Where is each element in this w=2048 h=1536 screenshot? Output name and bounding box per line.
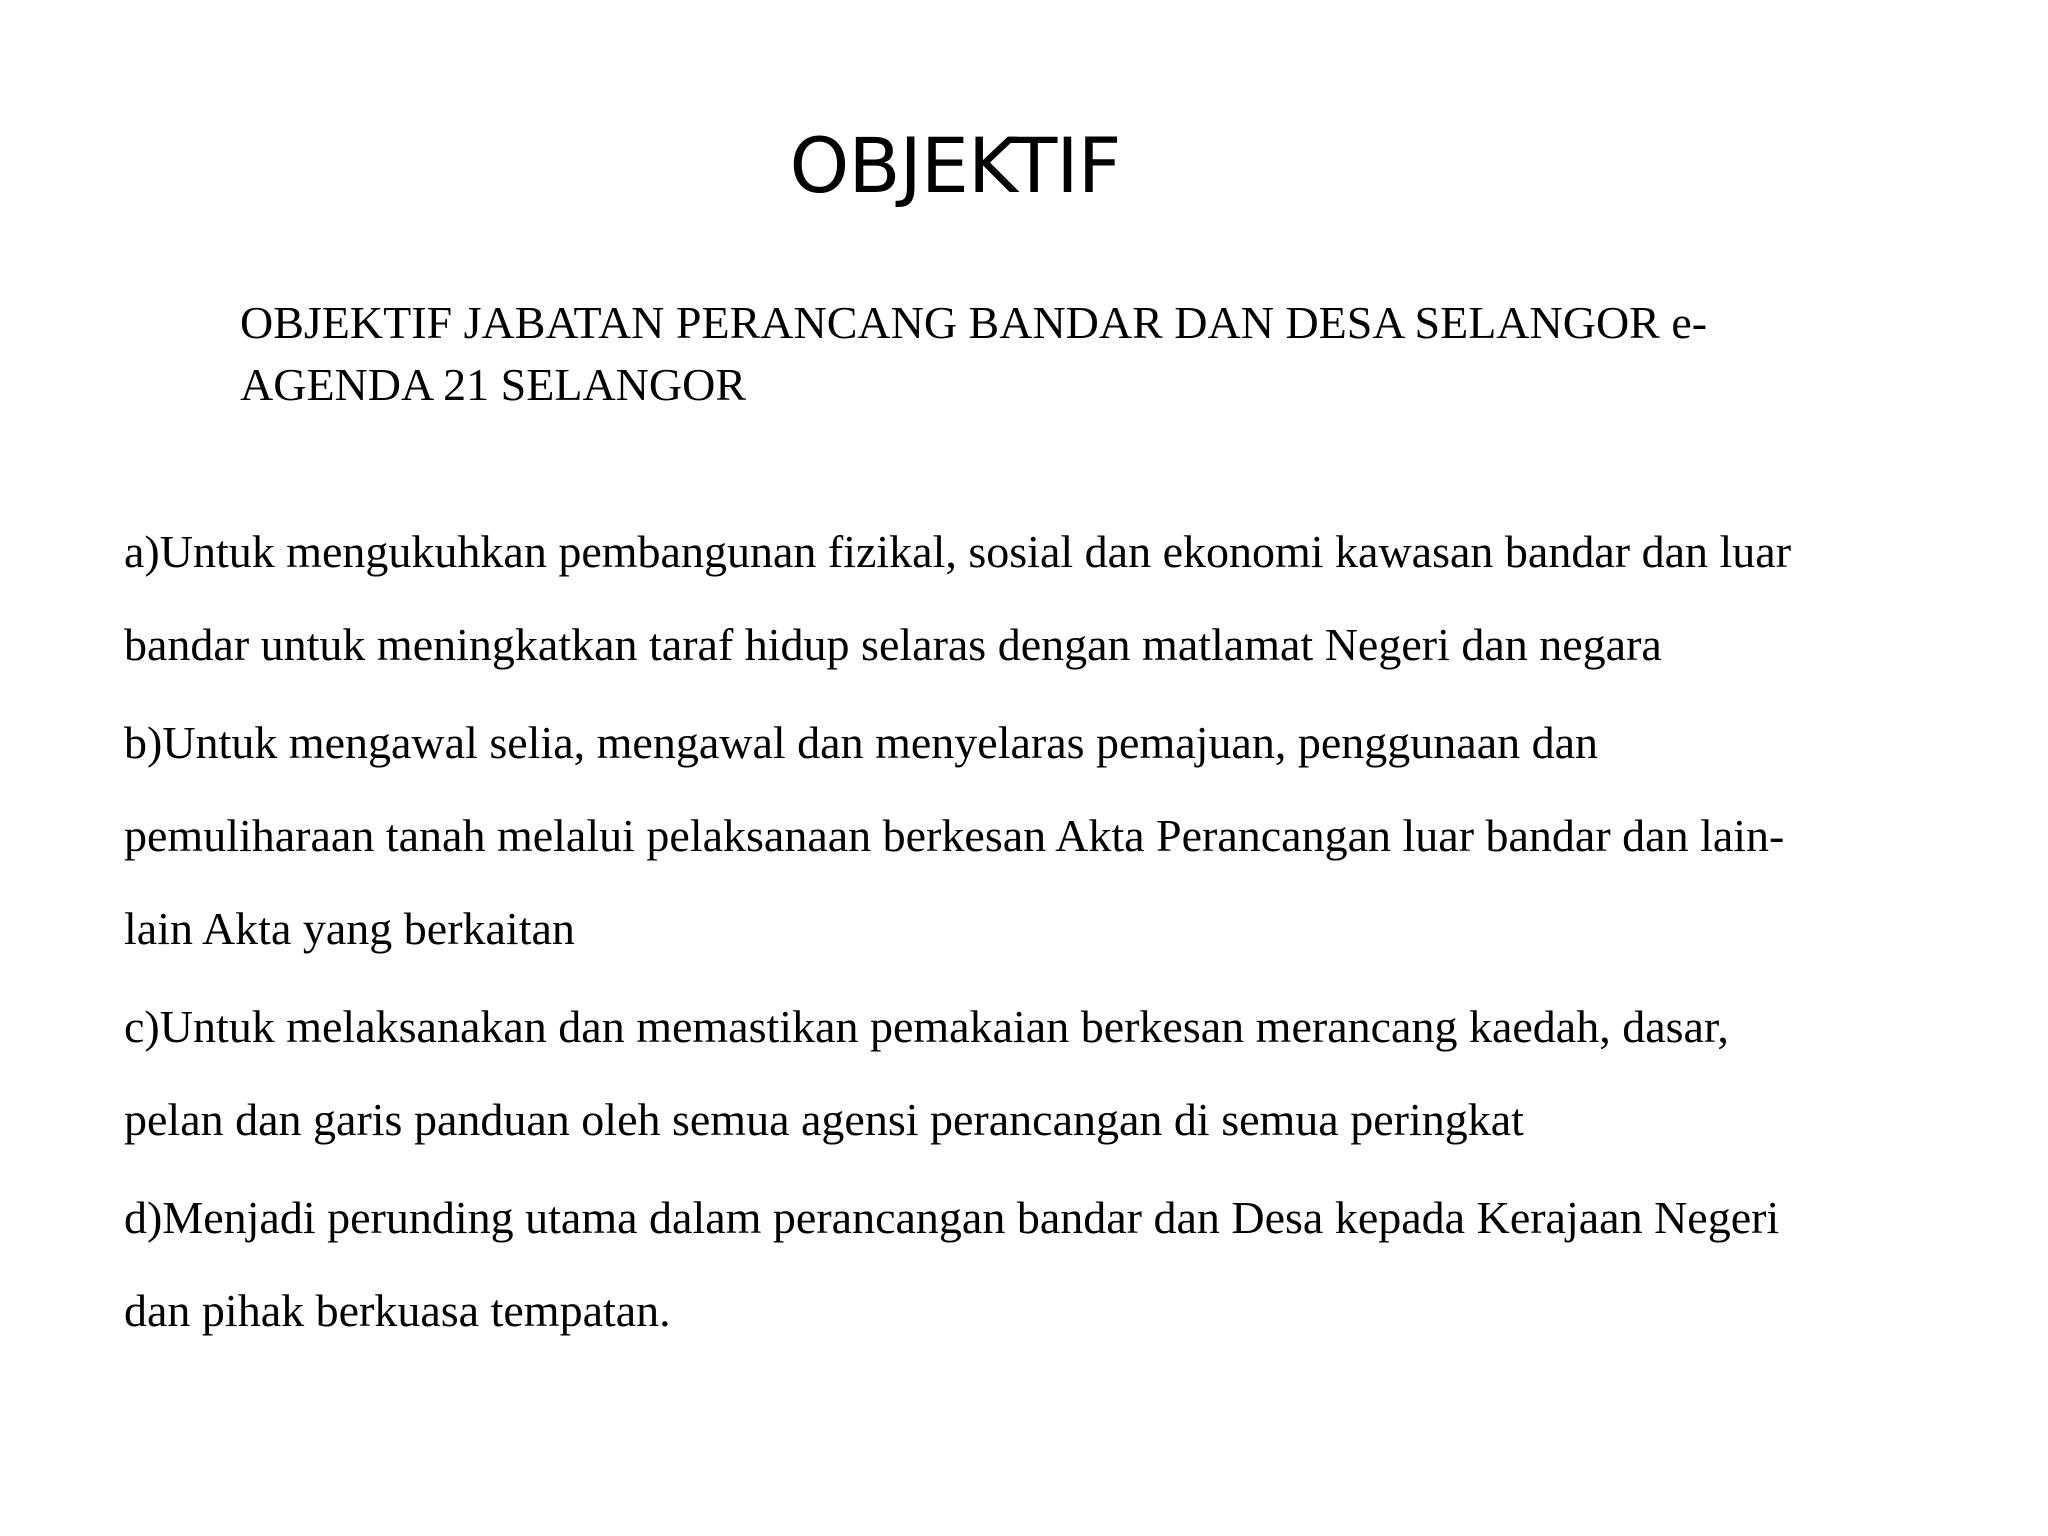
objectives-list [124, 505, 2004, 1362]
subtitle-line: AGENDA 21 SELANGOR [240, 359, 746, 410]
objective-line: pelan dan garis panduan oleh semua agensi perancangan di semua peringkat [124, 1094, 1524, 1145]
subtitle-line: OBJEKTIF JABATAN PERANCANG BANDAR DAN DESA SELANGOR e- [240, 297, 1708, 348]
slide-subtitle [240, 292, 1880, 416]
objective-line: a)Untuk mengukuhkan pembangunan fizikal, sosial dan ekonomi kawasan bandar dan luar [124, 526, 1792, 577]
objective-line: pemuliharaan tanah melalui pelaksanaan berkesan Akta Perancangan luar bandar dan lain- [124, 810, 1785, 861]
objective-line: c)Untuk melaksanakan dan memastikan pemakaian berkesan merancang kaedah, dasar, [124, 1001, 1729, 1052]
objective-line: dan pihak berkuasa tempatan. [124, 1285, 671, 1336]
objective-item-b [124, 696, 2004, 975]
objective-line: b)Untuk mengawal selia, mengawal dan menyelaras pemajuan, penggunaan dan [124, 717, 1599, 768]
objective-line: d)Menjadi perunding utama dalam perancangan bandar dan Desa kepada Kerajaan Negeri [124, 1192, 1780, 1243]
slide-title: OBJEKTIF [789, 121, 1121, 210]
objective-line: lain Akta yang berkaitan [124, 903, 575, 954]
objective-item-c [124, 980, 2004, 1166]
objective-item-d [124, 1171, 2004, 1357]
objective-item-a [124, 505, 2004, 691]
objective-line: bandar untuk meningkatkan taraf hidup selaras dengan matlamat Negeri dan negara [124, 619, 1662, 670]
